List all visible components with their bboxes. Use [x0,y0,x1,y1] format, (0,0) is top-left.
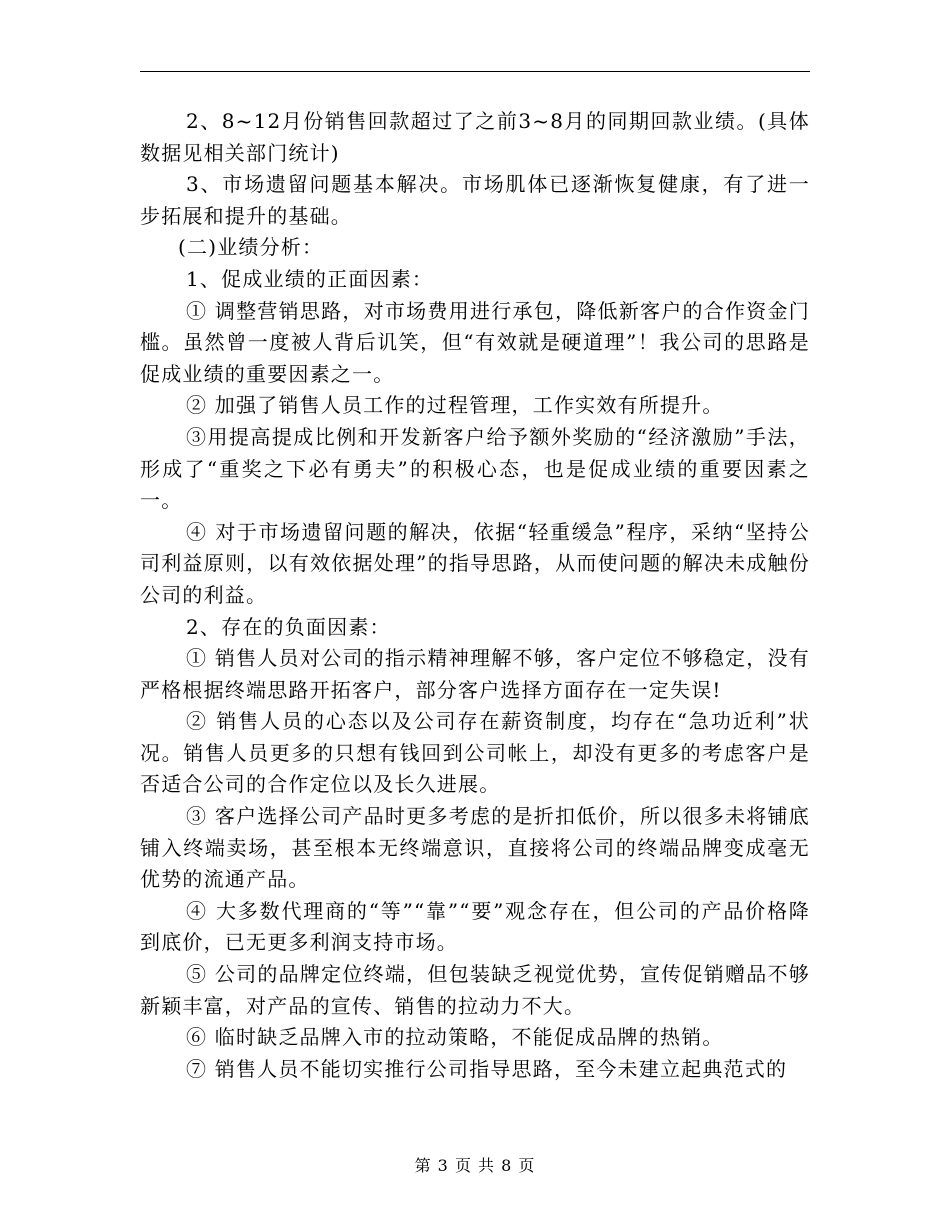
paragraph-negative-7: ⑦ 销售人员不能切实推行公司指导思路，至今未建立起典范式的 [186,1056,788,1081]
document-body [140,106,810,1085]
paragraph-positive-3: ③用提高提成比例和开发新客户给予额外奖励的“经济激励”手法，形成了“重奖之下必有勇夫”的积极心态，也是促成业绩的重要因素之一。 [140,424,810,513]
header-rule [140,71,810,72]
paragraph-negative-5: ⑤ 公司的品牌定位终端，但包装缺乏视觉优势，宣传促销赠品不够新颖丰富，对产品的宣传、销售的拉动力不大。 [140,962,810,1018]
subheading-negative-factors: 2、存在的负面因素： [186,614,391,639]
paragraph-negative-2: ② 销售人员的心态以及公司存在薪资制度，均存在“急功近利”状况。销售人员更多的只想有钱回到公司帐上，却没有更多的考虑客户是否适合公司的合作定位以及长久进展。 [140,709,810,797]
paragraph-negative-6: ⑥ 临时缺乏品牌入市的拉动策略，不能促成品牌的热销。 [186,1025,724,1050]
page-number-footer: 第 3 页 共 8 页 [414,1156,536,1175]
paragraph-collection-results: 2、8~12月份销售回款超过了之前3~8月的同期回款业绩。(具体数据见相关部门统计) [140,109,810,165]
paragraph-positive-4: ④ 对于市场遗留问题的解决，依据“轻重缓急”程序，采纳“坚持公司利益原则，以有效依据处理”的指导思路，从而使问题的解决未成触份公司的利益。 [140,519,810,607]
paragraph-negative-1: ① 销售人员对公司的指示精神理解不够，客户定位不够稳定，没有严格根据终端思路开拓客户，部分客户选择方面存在一定失误! [140,646,810,702]
paragraph-market-issues: 3、市场遗留问题基本解决。市场肌体已逐渐恢复健康，有了进一步拓展和提升的基础。 [140,172,810,228]
paragraph-negative-4: ④ 大多数代理商的“等”“靠”“要”观念存在，但公司的产品价格降到底价，已无更多利润支持市场。 [140,898,810,955]
subheading-positive-factors: 1、促成业绩的正面因素： [186,266,434,291]
paragraph-positive-2: ② 加强了销售人员工作的过程管理，工作实效有所提升。 [186,393,724,418]
paragraph-positive-1: ① 调整营销思路，对市场费用进行承包，降低新客户的合作资金门槛。虽然曾一度被人背后讥笑，但“有效就是硬道理”！我公司的思路是促成业绩的重要因素之一。 [140,298,810,386]
section-heading-performance-analysis: (二)业绩分析： [178,235,324,260]
paragraph-negative-3: ③ 客户选择公司产品时更多考虑的是折扣低价，所以很多未将铺底铺入终端卖场，甚至根本无终端意识，直接将公司的终端品牌变成毫无优势的流通产品。 [140,804,810,892]
